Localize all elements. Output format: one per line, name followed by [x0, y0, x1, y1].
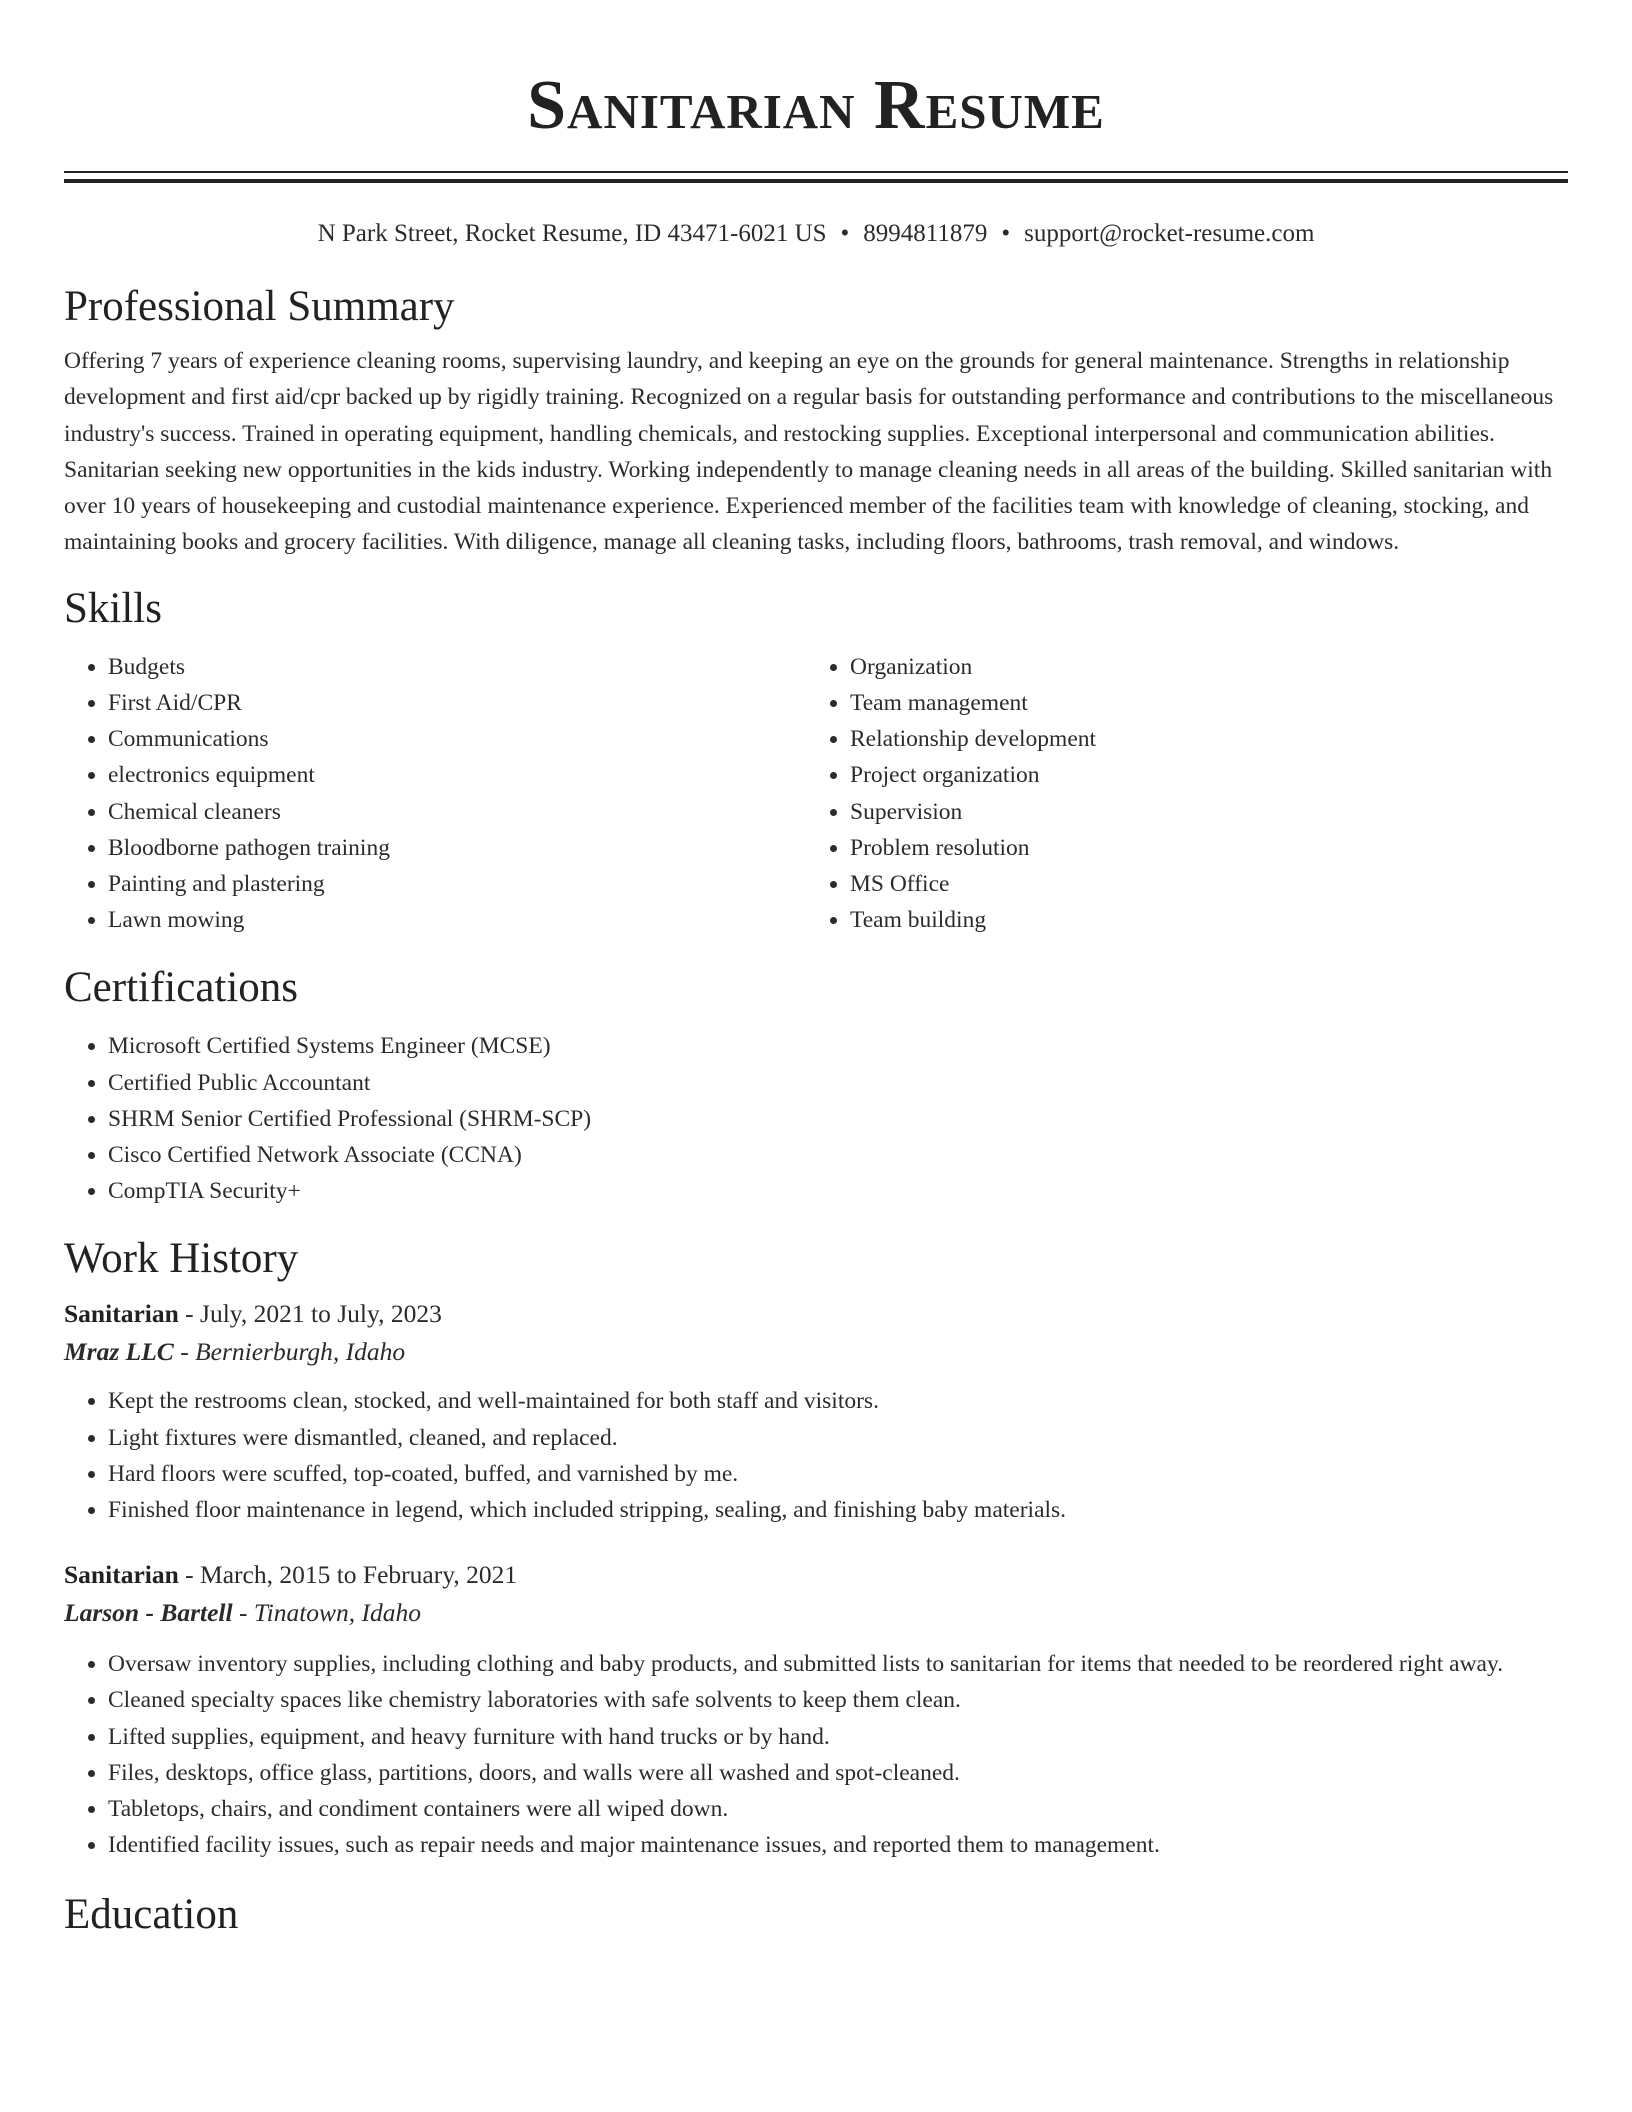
skill-item: • Project organization: [850, 757, 1548, 793]
skill-item: • First Aid/CPR: [108, 685, 806, 721]
skills-column-right: [806, 649, 1548, 939]
skill-item: • Organization: [850, 649, 1548, 685]
skills-columns: [64, 649, 1568, 939]
summary-section: [64, 279, 1568, 561]
job-company: Larson - Bartell: [64, 1598, 233, 1628]
certification-item: • CompTIA Security+: [108, 1173, 1568, 1209]
job-title-line: Sanitarian - March, 2015 to February, 2021: [64, 1560, 518, 1590]
certification-item: • SHRM Senior Certified Professional (SHRM-SCP): [108, 1101, 1568, 1137]
resume-page: [64, 0, 1568, 1943]
job-bullet: • Lifted supplies, equipment, and heavy furniture with hand trucks or by hand.: [108, 1719, 1568, 1755]
certifications-heading: Certifications: [64, 964, 299, 1012]
skill-item: • electronics equipment: [108, 757, 806, 793]
job-bullet: • Hard floors were scuffed, top-coated, buffed, and varnished by me.: [108, 1456, 1568, 1492]
skills-list-right: [806, 649, 1548, 939]
work-history-section: [64, 1231, 1568, 1863]
job-title: Sanitarian: [64, 1299, 179, 1329]
education-heading: Education: [64, 1891, 239, 1939]
bullet-separator: •: [840, 220, 850, 247]
job-entry: [64, 1295, 1568, 1528]
certification-item: • Microsoft Certified Systems Engineer (MCSE): [108, 1028, 1568, 1064]
job-bullet: • Tabletops, chairs, and condiment containers were all wiped down.: [108, 1791, 1568, 1827]
job-title: Sanitarian: [64, 1560, 179, 1590]
job-company-line: Mraz LLC - Bernierburgh, Idaho: [64, 1337, 406, 1367]
certifications-list: [64, 1028, 1568, 1209]
job-company: Mraz LLC: [64, 1337, 174, 1367]
job-dates: July, 2021 to July, 2023: [200, 1299, 442, 1329]
skill-item: • Lawn mowing: [108, 902, 806, 938]
summary-text: Offering 7 years of experience cleaning rooms, supervising laundry, and keeping an eye on the grounds for general maintenance. Strengths in relationship development and first aid/cpr backed up by rigidly training. Recognized on a regular basis for outstanding performance and contributions to the miscellaneous industry's success. Trained in operating equipment, handling chemicals, and restocking supplies. Exceptional interpersonal and communication abilities. Sanitarian seeking new opportunities in the kids industry. Working independently to manage cleaning needs in all areas of the building. Skilled sanitarian with over 10 years of housekeeping and custodial maintenance experience. Experienced member of the facilities team with knowledge of cleaning, stocking, and maintaining books and grocery facilities. With diligence, manage all cleaning tasks, including floors, bathrooms, trash removal, and windows.: [64, 348, 1554, 556]
skill-item: • Supervision: [850, 794, 1548, 830]
contact-line: [64, 217, 1568, 251]
job-bullet: • Oversaw inventory supplies, including clothing and baby products, and submitted lists to sanitarian for items that needed to be reordered right away.: [108, 1646, 1568, 1682]
job-title-line: Sanitarian - July, 2021 to July, 2023: [64, 1299, 442, 1329]
skill-item: • Bloodborne pathogen training: [108, 830, 806, 866]
skill-item: • Problem resolution: [850, 830, 1548, 866]
skills-column-left: [64, 649, 806, 939]
skill-item: • Team management: [850, 685, 1548, 721]
skill-item: • Relationship development: [850, 721, 1548, 757]
summary-heading: Professional Summary: [64, 283, 455, 330]
contact-address: N Park Street, Rocket Resume, ID 43471-6021 US: [317, 220, 827, 247]
contact-phone: 8994811879: [863, 220, 988, 247]
job-bullet: • Kept the restrooms clean, stocked, and well-maintained for both staff and visitors.: [108, 1383, 1568, 1419]
bullet-separator: •: [1001, 220, 1011, 247]
certification-item: • Certified Public Accountant: [108, 1065, 1568, 1101]
job-bullets: [64, 1646, 1568, 1863]
contact-email: support@rocket-resume.com: [1024, 220, 1315, 247]
skill-item: • Communications: [108, 721, 806, 757]
job-bullets: [64, 1383, 1568, 1528]
title-divider-thick: [64, 179, 1568, 183]
skills-list-left: [64, 649, 806, 939]
job-location: Tinatown, Idaho: [253, 1598, 422, 1628]
skill-item: • MS Office: [850, 866, 1548, 902]
job-dates: March, 2015 to February, 2021: [200, 1560, 518, 1590]
page-title: Sanitarian Resume: [527, 67, 1105, 144]
work-history-heading: Work History: [64, 1235, 299, 1283]
job-bullet: • Finished floor maintenance in legend, which included stripping, sealing, and finishing baby materials.: [108, 1492, 1568, 1528]
job-bullet: • Light fixtures were dismantled, cleaned, and replaced.: [108, 1420, 1568, 1456]
skill-item: • Chemical cleaners: [108, 794, 806, 830]
job-location: Bernierburgh, Idaho: [195, 1337, 406, 1367]
job-bullet: • Cleaned specialty spaces like chemistry laboratories with safe solvents to keep them clean.: [108, 1682, 1568, 1718]
job-bullet: • Files, desktops, office glass, partitions, doors, and walls were all washed and spot-cleaned.: [108, 1755, 1568, 1791]
job-company-line: Larson - Bartell - Tinatown, Idaho: [64, 1598, 422, 1628]
certifications-section: [64, 960, 1568, 1209]
skill-item: • Team building: [850, 902, 1548, 938]
job-entry: [64, 1556, 1568, 1863]
skills-section: [64, 581, 1568, 939]
skill-item: • Budgets: [108, 649, 806, 685]
skills-heading: Skills: [64, 584, 162, 632]
title-divider-thin: [64, 171, 1568, 173]
education-section: [64, 1887, 1568, 1943]
certification-item: • Cisco Certified Network Associate (CCNA): [108, 1137, 1568, 1173]
skill-item: • Painting and plastering: [108, 866, 806, 902]
job-bullet: • Identified facility issues, such as repair needs and major maintenance issues, and reported them to management.: [108, 1827, 1568, 1863]
